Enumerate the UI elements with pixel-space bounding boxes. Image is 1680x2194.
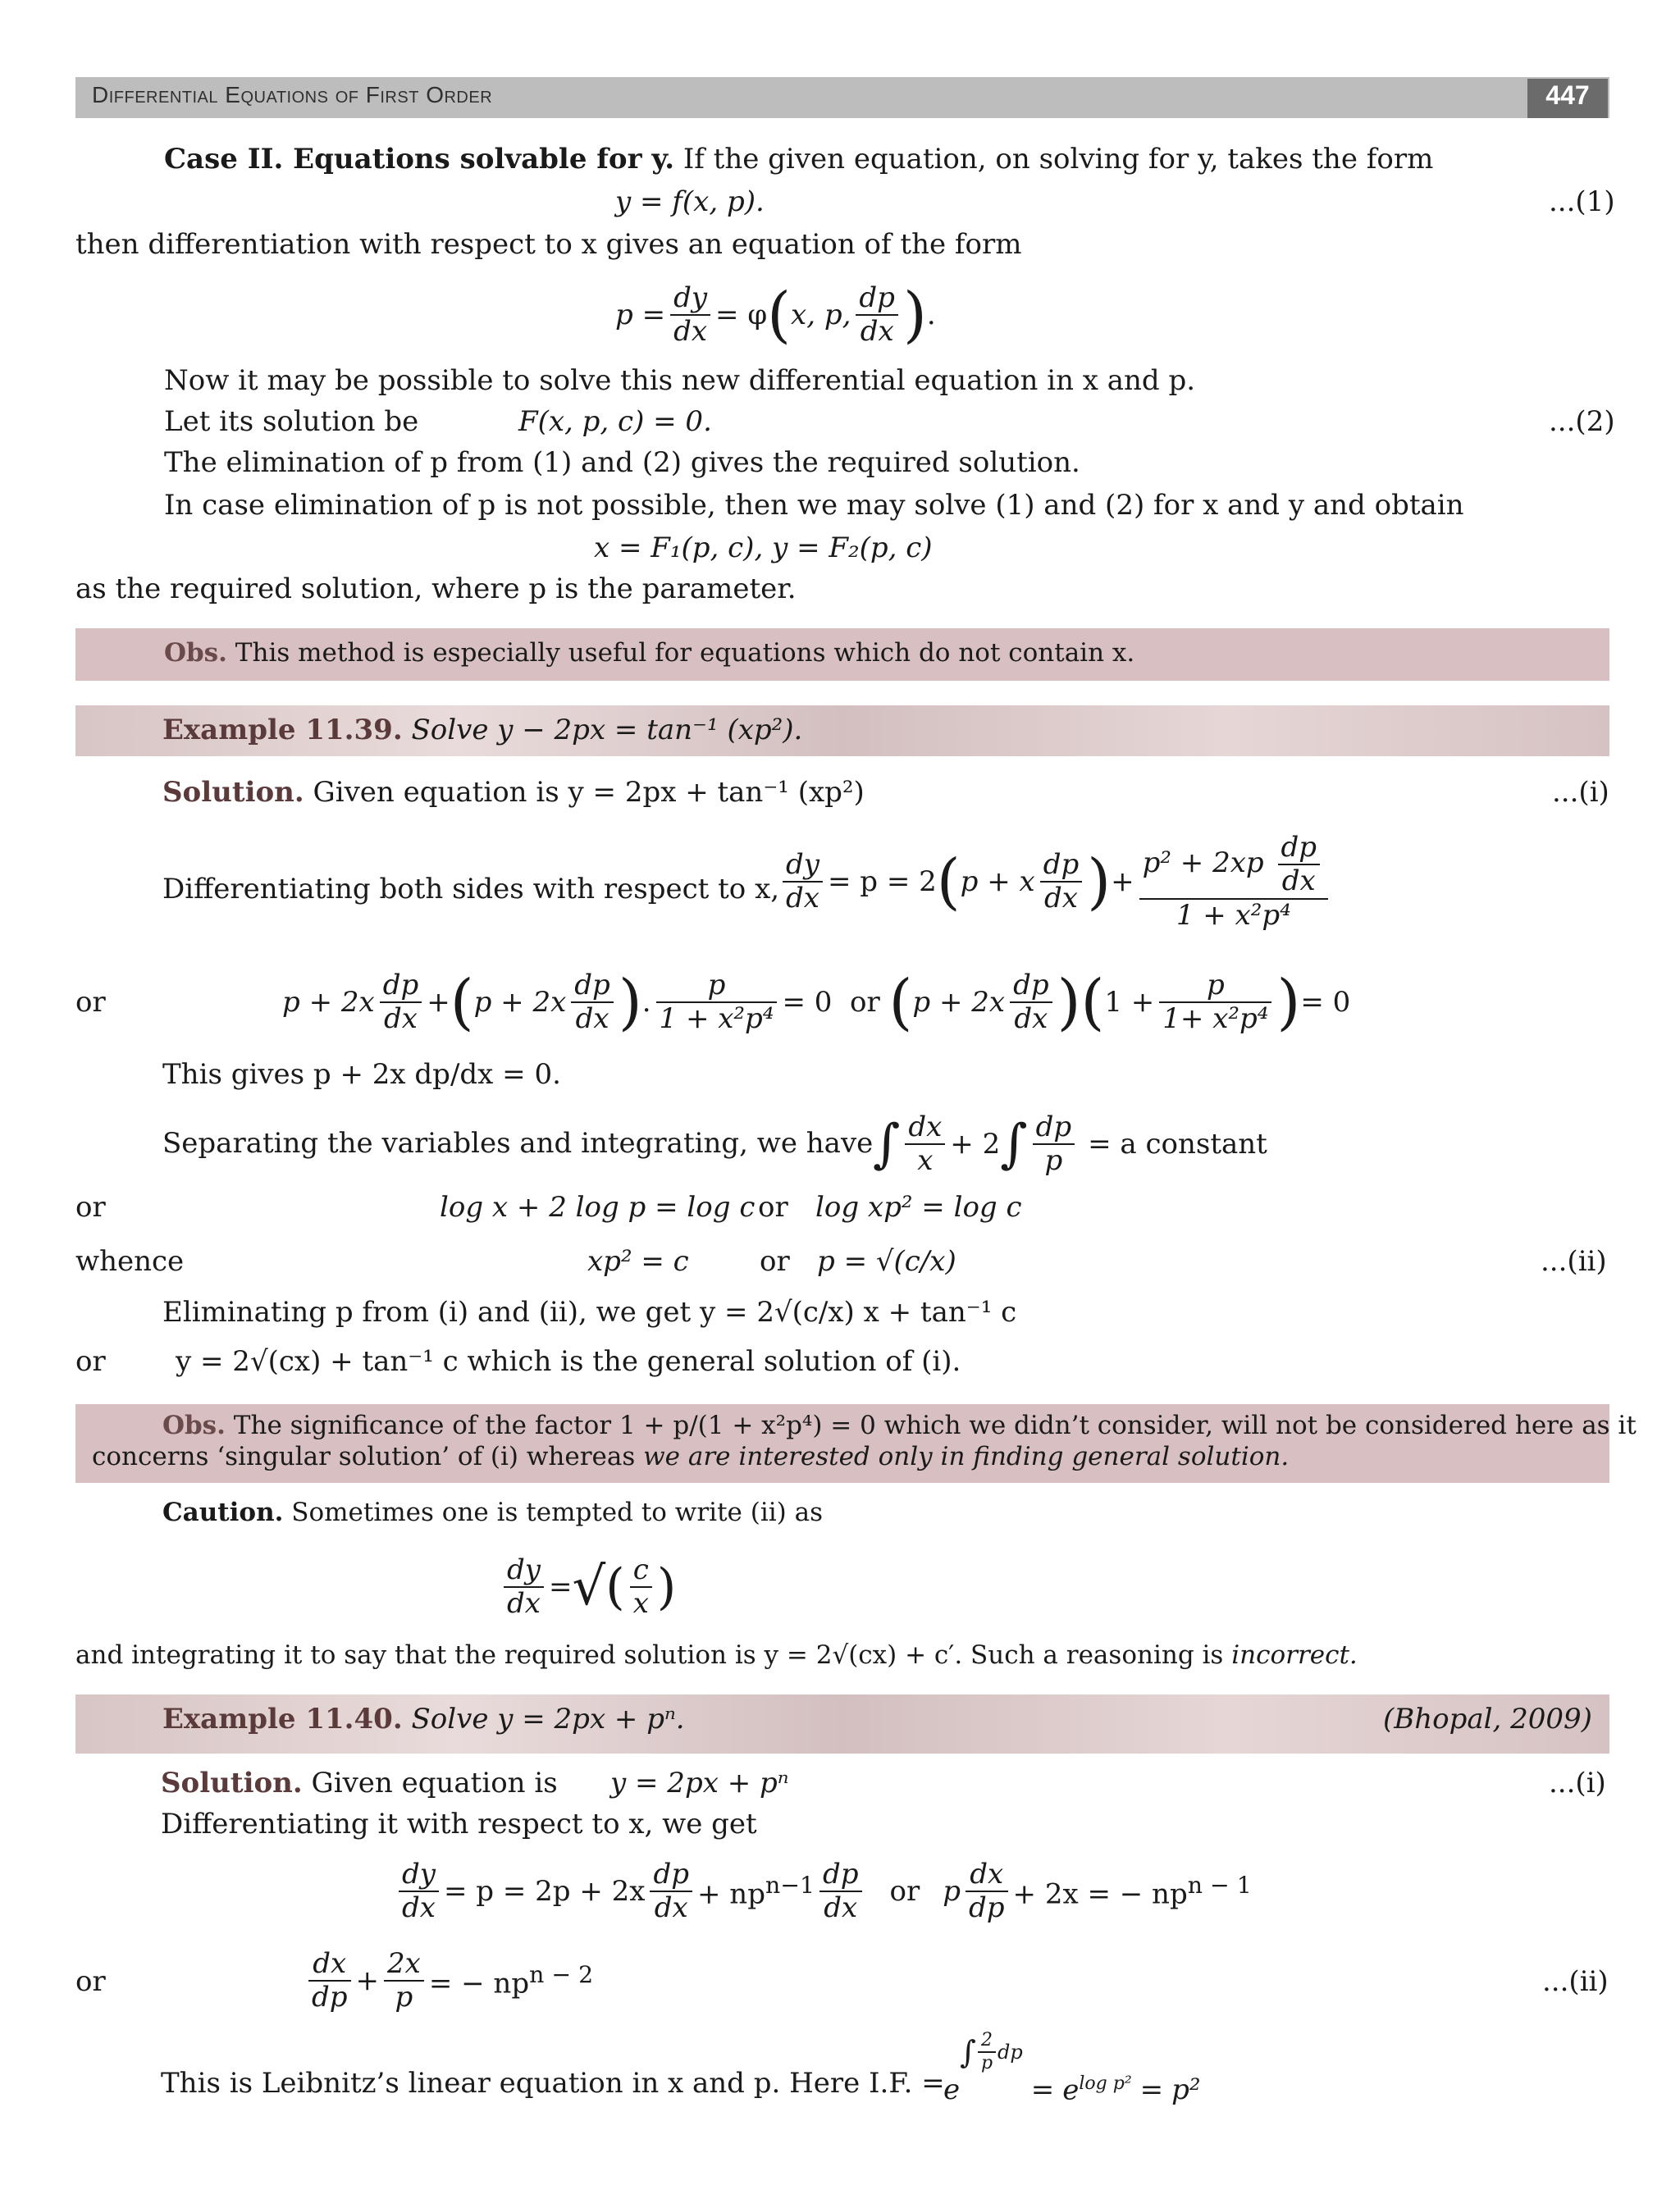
example-11-40-problem: Solve y = 2px + pⁿ. xyxy=(411,1703,685,1736)
ex40-leibniz-text: This is Leibnitz’s linear equation in x and p. Here I.F. = xyxy=(161,2067,945,2100)
ex40-solution-line xyxy=(161,1767,558,1799)
obs1-text: This method is especially useful for equations which do not contain x. xyxy=(235,638,1135,668)
ex39-solution-line xyxy=(162,776,865,809)
caution-after: and integrating it to say that the required solution is y = 2√(cx) + c′. Such a reasoning is xyxy=(75,1640,1224,1670)
case2-intro: If the given equation, on solving for y, takes the form xyxy=(682,143,1434,176)
ex40-linear-equation: $\frac{dx}{dp}$ + $\frac{2x}{p}$ = − $np^{n - 2}$ xyxy=(304,1936,593,2026)
ex40-solution-label: Solution. xyxy=(161,1767,303,1799)
ex39-separating-text: Separating the variables and integrating, we have xyxy=(162,1127,874,1160)
case2-line6: In case elimination of p is not possible, then we may solve (1) and (2) for x and y and obtain xyxy=(164,489,1464,522)
example-11-40-label: Example 11.40. xyxy=(162,1703,403,1736)
obs2-text2b: we are interested only in finding general solution. xyxy=(643,1442,1290,1471)
ex39-gives: This gives p + 2x dp/dx = 0. xyxy=(162,1058,561,1091)
case2-line4b: F(x, p, c) = 0. xyxy=(518,405,712,438)
eq-p-args: x, p, xyxy=(791,299,851,331)
caution-text: Sometimes one is tempted to write (ii) as xyxy=(291,1498,823,1527)
obs2-line1 xyxy=(162,1411,1637,1440)
ex39-or-4: or xyxy=(75,1345,106,1378)
eq-p-lhs: p = xyxy=(615,299,666,331)
eq-p-mid: = φ xyxy=(715,299,768,331)
case2-intro-line xyxy=(164,143,1433,176)
ex39-or-3: or xyxy=(760,1245,790,1278)
ex39-diff-text: Differentiating both sides with respect to x, xyxy=(162,873,780,905)
ex39-or-1: or xyxy=(75,986,106,1019)
ex39-solution-text: Given equation is y = 2px + tan⁻¹ (xp²) xyxy=(313,776,865,809)
ex39-final: y = 2√(cx) + tan⁻¹ c which is the general solution of (i). xyxy=(176,1345,961,1378)
obs2-text2a: concerns ‘singular solution’ of (i) whereas xyxy=(92,1442,636,1471)
case2-heading: Case II. Equations solvable for y. xyxy=(164,143,675,176)
case2-line4a: Let its solution be xyxy=(164,405,419,438)
ex40-solution-text: Given equation is xyxy=(311,1767,558,1799)
ex40-diff-text: Differentiating it with respect to x, we get xyxy=(161,1808,757,1840)
ex39-eliminating: Eliminating p from (i) and (ii), we get y = 2√(c/x) x + tan⁻¹ c xyxy=(162,1296,1017,1329)
ex40-or: or xyxy=(75,1965,106,1998)
ex39-log-line: log x + 2 log p = log c xyxy=(440,1191,756,1224)
running-header-title: Differential Equations of First Order xyxy=(92,82,493,107)
caution-label: Caution. xyxy=(162,1498,284,1527)
obs1-label: Obs. xyxy=(164,638,227,668)
equation-p-phi: p = $\frac{dy}{dx}$ = φ ( x, p, $\frac{dp}{dx}$ ) . xyxy=(615,280,936,350)
ex39-factored-equation: p + 2x $\frac{dp}{dx}$ + ( p + 2x $\frac{dp}{dx}$ ) . $\frac{p}{\text{1 + x²p⁴}}$ = 0 or ( p + 2x $\frac{dp}{dx}$ )( 1 + $\frac{p}{\text{1+ x²p⁴}}$ ) = 0 xyxy=(282,967,1351,1038)
case2-line5: The elimination of p from (1) and (2) gives the required solution. xyxy=(164,446,1080,479)
case2-line3: Now it may be possible to solve this new differential equation in x and p. xyxy=(164,364,1196,397)
ex39-derivative-equation: $\frac{dy}{dx}$ = p = 2 ( p + x $\frac{dp}{dx}$ ) + p² + 2xp $\frac{dp}{dx}$ 1 + x²p⁴ xyxy=(778,820,1333,943)
page-number: 447 xyxy=(1545,80,1590,110)
ex40-solution-equation: y = 2px + pⁿ xyxy=(610,1767,789,1799)
ex39-integral-equation: ∫ $\frac{dx}{x}$ + 2 ∫ $\frac{dp}{p}$ = a constant xyxy=(873,1110,1267,1177)
equation-3: x = F₁(p, c), y = F₂(p, c) xyxy=(594,531,933,564)
ex39-tag-i: ...(i) xyxy=(1552,776,1609,809)
obs2-line2 xyxy=(92,1442,1289,1471)
caution-line xyxy=(162,1498,823,1527)
example-11-39-problem: Solve y − 2px = tan⁻¹ (xp²). xyxy=(411,714,803,746)
case2-line2: then differentiation with respect to x gives an equation of the form xyxy=(75,228,1022,261)
ex40-integrating-factor: e ∫ $\frac{2}{p}$ dp = $e^{log p^2}$ = p² xyxy=(943,2030,1201,2106)
ex40-derivative-equation: $\frac{dy}{dx}$ = p = 2p + 2x $\frac{dp}{dx}$ + $np^{n-1}$ $\frac{dp}{dx}$ or p $\frac{dx}{dp}$ + 2x = − $np^{n - 1}$ xyxy=(394,1850,1252,1932)
caution-after-italic: incorrect. xyxy=(1231,1640,1358,1670)
equation-tag-2: ...(2) xyxy=(1549,405,1615,438)
example-11-40-line xyxy=(162,1703,685,1736)
ex39-whence: whence xyxy=(75,1245,185,1278)
ex39-xp2: xp² = c xyxy=(587,1245,689,1278)
ex39-solution-label: Solution. xyxy=(162,776,304,809)
ex40-tag-i: ...(i) xyxy=(1549,1767,1606,1799)
ex39-or-2: or xyxy=(75,1191,106,1224)
ex39-tag-ii: ...(ii) xyxy=(1541,1245,1607,1278)
case2-line7: as the required solution, where p is the parameter. xyxy=(75,572,797,605)
obs2-label: Obs. xyxy=(162,1411,226,1440)
equation-tag-1: ...(1) xyxy=(1549,185,1615,218)
example-11-40-source: (Bhopal, 2009) xyxy=(1383,1703,1592,1736)
ex39-integral-constant: = a constant xyxy=(1088,1128,1267,1161)
example-11-39-label: Example 11.39. xyxy=(162,714,403,746)
ex39-log-or: or xyxy=(758,1191,788,1224)
ex40-tag-ii: ...(ii) xyxy=(1542,1965,1609,1998)
example-11-39-line xyxy=(162,714,802,746)
ex39-p-equation: p = √(c/x) xyxy=(817,1245,956,1278)
equation-1: y = f(x, p). xyxy=(615,185,765,218)
caution-after-line xyxy=(75,1640,1358,1670)
obs1-line xyxy=(164,638,1134,668)
ex39-log-line2: log xp² = log c xyxy=(815,1191,1022,1224)
caution-equation: $\frac{dy}{dx}$ = √ ( $\frac{c}{x}$ ) xyxy=(499,1542,676,1632)
obs2-text1: The significance of the factor 1 + p/(1 + x²p⁴) = 0 which we didn’t consider, will not be considered here as it xyxy=(233,1411,1637,1440)
